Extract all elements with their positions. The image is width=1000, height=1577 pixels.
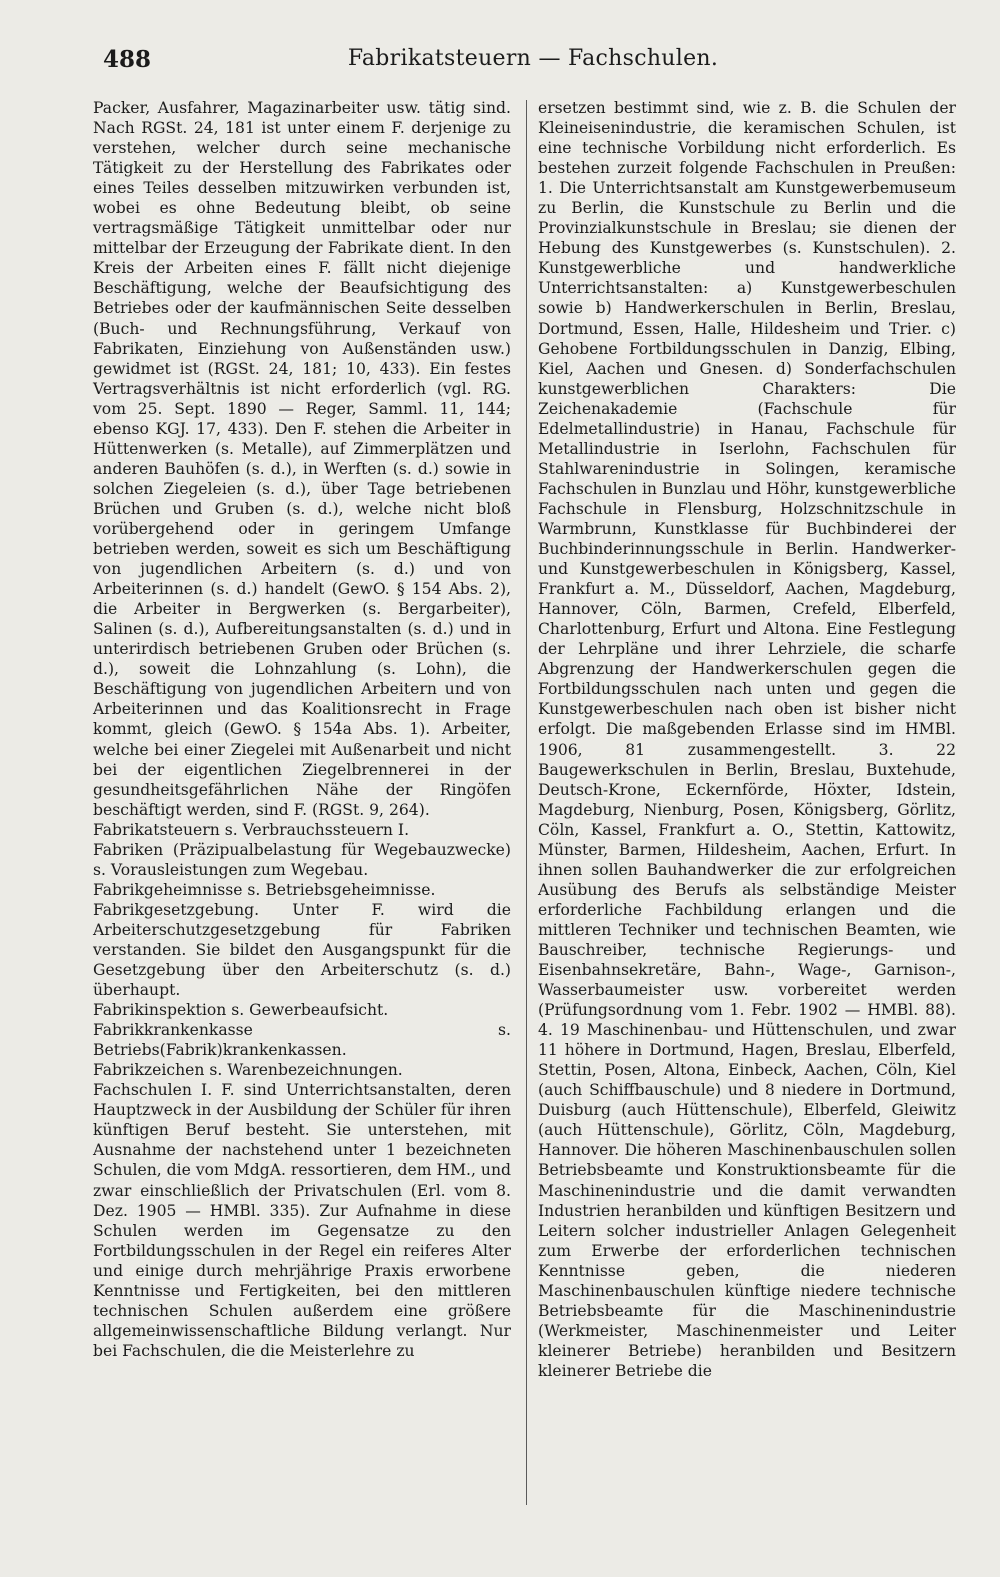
entry-text: Packer, Ausfahrer, Magazinarbeiter usw. tätig sind. Nach RGSt. 24, 181 ist unter einem F. derjenige zu verstehen, welcher durch seine mechanische Tätigkeit zu der Herstellung des Fabrikates oder eines Teiles desselben mitzuwirken verbunden ist, wobei es ohne Bedeutung bleibt, ob seine vertragsmäßige Tätigkeit unmittelbar oder nur mittelbar der Erzeugung der Fabrikate dient. In den Kreis der Arbeiten eines F. fällt nicht diejenige Beschäftigung, welche der Beaufsichtigung des Betriebes oder der kaufmännischen Seite desselben (Buch- und Rechnungsführung, Verkauf von Fabrikaten, Einziehung von Außenständen usw.) gewidmet ist (RGSt. 24, 181; 10, 433). Ein festes Vertragsverhältnis ist nicht erforderlich (vgl. RG. vom 25. Sept. 1890 — Reger, Samml. 11, 144; ebenso KGJ. 17, 433). Den F. stehen die Arbeiter in Hüttenwerken (s. Metalle), auf Zimmerplätzen und anderen Bauhöfen (s. d.), in Werften (s. d.) sowie in solchen Ziegeleien (s. d.), über Tage betriebenen Brüchen und Gruben (s. d.), welche nicht bloß vorübergehend oder in geringem Umfange betrieben werden, soweit es sich um Beschäftigung von jugendlichen Arbeitern (s. d.) und von Arbeiterinnen (s. d.) handelt (GewO. § 154 Abs. 2), die Arbeiter in Bergwerken (s. Bergarbeiter), Salinen (s. d.), Aufbereitungsanstalten (s. d.) und in unterirdisch betriebenen Gruben oder Brüchen (s. d.), soweit die Lohnzahlung (s. Lohn), die Beschäftigung von jugendlichen Arbeitern und von Arbeiterinnen und das Koalitionsrecht in Frage kommt, gleich (GewO. § 154a Abs. 1). Arbeiter, welche bei einer Ziegelei mit Außenarbeit und nicht bei der eigentlichen Ziegelbrennerei in der gesundheitsgefährlichen Nähe der Ringöfen beschäftigt werden, sind F. (RGSt. 9, 264). <box>93 99 516 819</box>
entry-fabrikinspektion: Fabrikinspektion s. Gewerbeaufsicht. <box>93 1001 389 1020</box>
left-column <box>93 98 516 1558</box>
page-header <box>103 46 963 80</box>
entry-fabriken: Fabriken (Präzipualbelastung für Wegebauzwecke) s. Vorausleistungen zum Wegebau. <box>93 840 516 879</box>
entry-fabrikzeichen: Fabrikzeichen s. Warenbezeichnungen. <box>93 1061 403 1080</box>
column-divider <box>526 100 527 1505</box>
entry-fabrikkrankenkasse: Fabrikkrankenkasse s. Betriebs(Fabrik)krankenkassen. <box>93 1021 516 1060</box>
entry-fachschulen: Fachschulen I. F. sind Unterrichtsanstalten, deren Hauptzweck in der Ausbildung der Schüler für ihren künftigen Beruf besteht. Sie unterstehen, mit Ausnahme der nachstehend unter 1 bezeichneten Schulen, die vom MdgA. ressortieren, dem HM., und zwar einschließlich der Privatschulen (Erl. vom 8. Dez. 1905 — HMBl. 335). Zur Aufnahme in diese Schulen werden im Gegensatze zu den Fortbildungsschulen in der Regel ein reiferes Alter und einige durch mehrjährige Praxis erworbene Kenntnisse und Fertigkeiten, bei den mittleren technischen Schulen außerdem eine größere allgemeinwissenschaftliche Bildung verlangt. Nur bei Fachschulen, die die Meisterlehre zu <box>93 1081 516 1360</box>
entry-fabrikatsteuern: Fabrikatsteuern s. Verbrauchssteuern I. <box>93 820 410 839</box>
entry-fabrikgesetzgebung: Fabrikgesetzgebung. Unter F. wird die Arbeiterschutzgesetzgebung für Fabriken verstanden. Sie bildet den Ausgangspunkt für die Gesetzgebung über den Arbeiterschutz (s. d.) überhaupt. <box>93 900 516 1000</box>
right-column <box>538 98 961 1558</box>
entry-fachschulen-continued: ersetzen bestimmt sind, wie z. B. die Schulen der Kleineisenindustrie, die keramischen Schulen, ist eine technische Vorbildung nicht erforderlich. Es bestehen zurzeit folgende Fachschulen in Preußen: 1. Die Unterrichtsanstalt am Kunstgewerbemuseum zu Berlin, die Kunstschule zu Berlin und die Provinzialkunstschule in Breslau; sie dienen der Hebung des Kunstgewerbes (s. Kunstschulen). 2. Kunstgewerbliche und handwerkliche Unterrichtsanstalten: a) Kunstgewerbeschulen sowie b) Handwerkerschulen in Berlin, Breslau, Dortmund, Essen, Halle, Hildesheim und Trier. c) Gehobene Fortbildungsschulen in Danzig, Elbing, Kiel, Aachen und Gnesen. d) Sonderfachschulen kunstgewerblichen Charakters: Die Zeichenakademie (Fachschule für Edelmetallindustrie) in Hanau, Fachschule für Metallindustrie in Iserlohn, Fachschulen für Stahlwarenindustrie in Solingen, keramische Fachschulen in Bunzlau und Höhr, kunstgewerbliche Fachschule in Flensburg, Holzschnitzschule in Warmbrunn, Kunstklasse für Buchbinderei der Buchbinderinnungsschule in Berlin. Handwerker- und Kunstgewerbeschulen in Königsberg, Kassel, Frankfurt a. M., Düsseldorf, Aachen, Magdeburg, Hannover, Cöln, Barmen, Crefeld, Elberfeld, Charlottenburg, Erfurt und Altona. Eine Festlegung der Lehrpläne und ihrer Lehrziele, die scharfe Abgrenzung der Handwerkerschulen gegen die Fortbildungsschulen nach unten und gegen die Kunstgewerbeschulen nach oben ist bisher nicht erfolgt. Die maßgebenden Erlasse sind im HMBl. 1906, 81 zusammengestellt. 3. 22 Baugewerkschulen in Berlin, Breslau, Buxtehude, Deutsch-Krone, Eckernförde, Höxter, Idstein, Magdeburg, Nienburg, Posen, Königsberg, Görlitz, Cöln, Kassel, Frankfurt a. O., Stettin, Kattowitz, Münster, Barmen, Hildesheim, Aachen, Erfurt. In ihnen sollen Bauhandwerker die zur erfolgreichen Ausübung des Berufs als selbständige Meister erforderliche Fachbildung erlangen und die mittleren Techniker und technischen Beamten, wie Bauschreiber, technische Regierungs- und Eisenbahnsekretäre, Bahn-, Wage-, Garnison-, Wasserbaumeister usw. vorbereitet werden (Prüfungsordnung vom 1. Febr. 1902 — HMBl. 88). 4. 19 Maschinenbau- und Hüttenschulen, und zwar 11 höhere in Dortmund, Hagen, Breslau, Elberfeld, Stettin, Posen, Altona, Einbeck, Aachen, Cöln, Kiel (auch Schiffbauschule) und 8 niedere in Dortmund, Duisburg (auch Hüttenschule), Elberfeld, Gleiwitz (auch Hüttenschule), Görlitz, Cöln, Magdeburg, Hannover. Die höheren Maschinenbauschulen sollen Betriebsbeamte und Konstruktionsbeamte für die Maschinenindustrie und die damit verwandten Industrien heranbilden und künftigen Besitzern und Leitern solcher industrieller Anlagen Gelegenheit zum Erwerbe der erforderlichen technischen Kenntnisse geben, die niederen Maschinenbauschulen künftige niedere technische Betriebsbeamte für die Maschinenindustrie (Werkmeister, Maschinenmeister und Leiter kleinerer Betriebe) heranbilden und Besitzern kleinerer Betriebe die <box>538 99 961 1380</box>
running-head: Fabrikatsteuern — Fachschulen. <box>347 46 719 71</box>
page-number: 488 <box>103 46 152 73</box>
entry-fabrikgeheimnisse: Fabrikgeheimnisse s. Betriebsgeheimnisse. <box>93 880 436 899</box>
